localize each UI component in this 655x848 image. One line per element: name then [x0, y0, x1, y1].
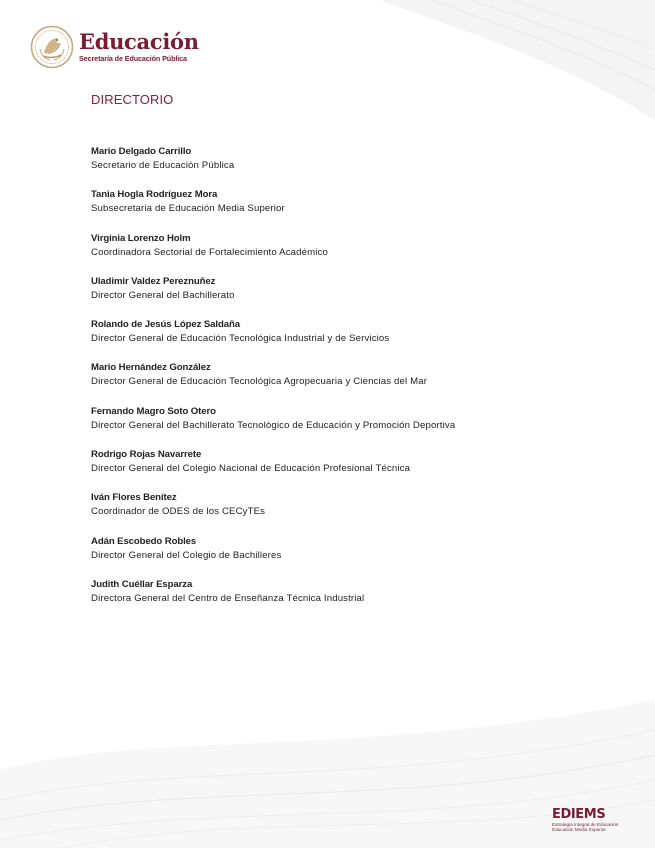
entry-name: Iván Flores Benítez — [91, 492, 177, 504]
directory-list — [91, 145, 591, 621]
entry-name: Mario Hernández González — [91, 362, 211, 374]
entry-name: Uladimir Valdez Pereznuñez — [91, 275, 216, 287]
entry-role: Coordinadora Sectorial de Fortalecimiento Académico — [91, 246, 328, 258]
directory-entry — [91, 405, 591, 448]
directory-entry — [91, 448, 591, 491]
directory-entry — [91, 188, 591, 231]
directory-entry — [91, 145, 591, 188]
footer-logo-title: EDIEMS — [552, 807, 606, 822]
footer-logo-line-2: Educación Media Superior — [552, 827, 606, 832]
entry-name: Judith Cuéllar Esparza — [91, 578, 193, 590]
footer-logo-line-1: Estrategia Integral de Educación — [552, 822, 619, 827]
entry-role: Director General del Bachillerato — [91, 289, 235, 301]
national-seal-icon — [30, 25, 74, 69]
directory-entry — [91, 535, 591, 578]
entry-role: Subsecretaria de Educación Media Superior — [91, 203, 285, 215]
section-title: DIRECTORIO — [91, 92, 174, 107]
entry-role: Director General del Bachillerato Tecnológico de Educación y Promoción Deportiva — [91, 419, 456, 431]
logo-title: Educación — [79, 29, 199, 54]
entry-role: Director General del Colegio de Bachilleres — [91, 549, 282, 561]
directory-entry — [91, 578, 591, 621]
entry-name: Fernando Magro Soto Otero — [91, 405, 216, 417]
entry-name: Tania Hogla Rodríguez Mora — [91, 189, 218, 201]
entry-role: Director General de Educación Tecnológica Industrial y de Servicios — [91, 333, 390, 345]
entry-name: Rolando de Jesús López Saldaña — [91, 319, 240, 331]
entry-role: Coordinador de ODES de los CECyTEs — [91, 506, 266, 518]
entry-role: Directora General del Centro de Enseñanza Técnica Industrial — [91, 592, 365, 604]
entry-name: Rodrigo Rojas Navarrete — [91, 449, 202, 461]
entry-name: Virginia Lorenzo Holm — [91, 232, 191, 244]
ediems-logo — [552, 807, 619, 832]
entry-name: Mario Delgado Carrillo — [91, 146, 192, 157]
directory-entry — [91, 491, 591, 534]
logo-subtitle: Secretaría de Educación Pública — [79, 54, 187, 63]
directory-entry — [91, 318, 591, 361]
sep-logo — [30, 24, 199, 70]
entry-role: Secretario de Educación Pública — [91, 160, 235, 171]
directory-entry — [91, 361, 591, 404]
entry-name: Adán Escobedo Robles — [91, 535, 197, 547]
entry-role: Director General del Colegio Nacional de Educación Profesional Técnica — [91, 463, 411, 475]
directory-entry — [91, 275, 591, 318]
directory-entry — [91, 232, 591, 275]
entry-role: Director General de Educación Tecnológica Agropecuaria y Ciencias del Mar — [91, 376, 428, 388]
